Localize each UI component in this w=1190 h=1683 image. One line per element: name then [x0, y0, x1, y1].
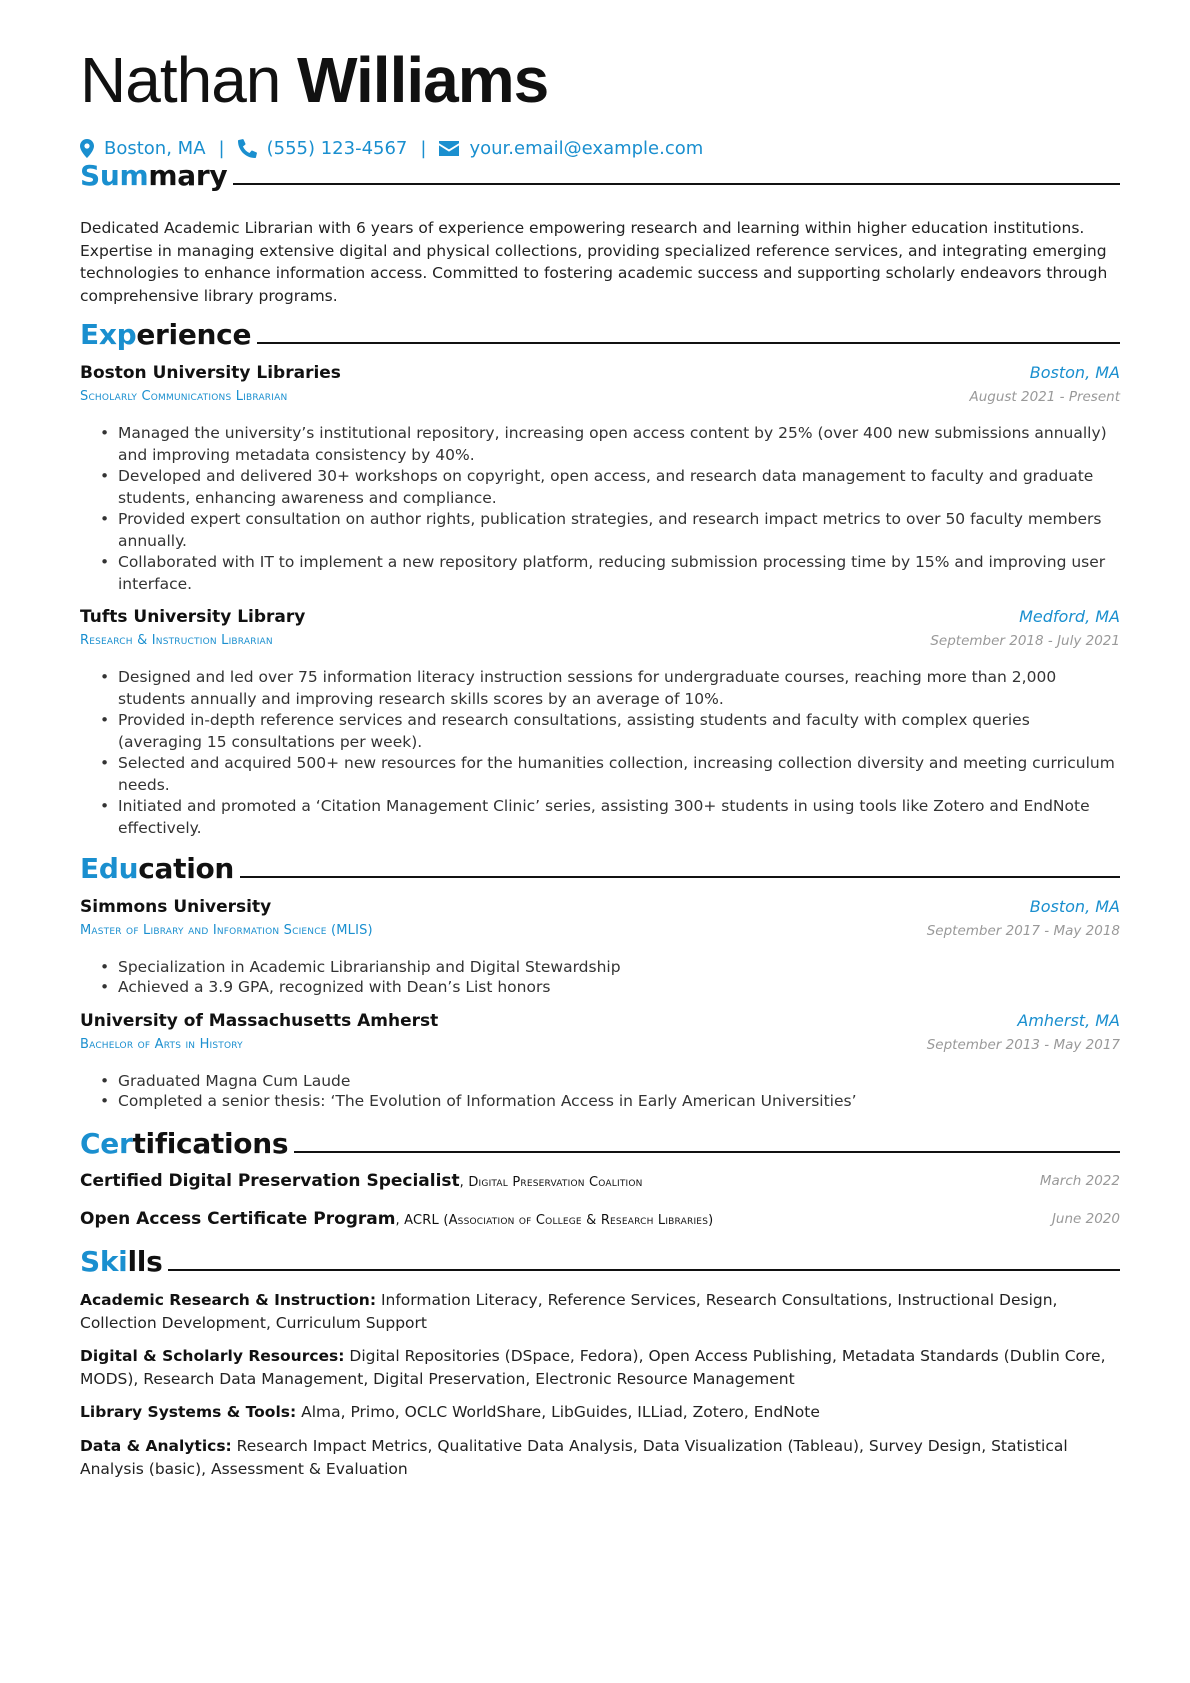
- experience-heading: [80, 316, 1120, 352]
- school-name: University of Massachusetts Amherst: [80, 1011, 439, 1031]
- skill-group: [80, 1435, 1120, 1480]
- section-rule: [294, 1151, 1120, 1153]
- skill-category: Academic Research & Instruction:: [80, 1291, 377, 1309]
- certification-date: March 2022: [1039, 1173, 1120, 1189]
- certification-item: [80, 1209, 1120, 1235]
- section-title: Education: [80, 851, 235, 885]
- list-item: • Completed a senior thesis: ‘The Evolution of Information Access in Early American Universities’: [100, 1092, 1115, 1112]
- section-rule: [168, 1269, 1120, 1271]
- summary-heading: [80, 157, 1120, 193]
- certification-name: Certified Digital Preservation Specialist, Digital Preservation Coalition: [80, 1171, 643, 1191]
- school-bullets: [100, 958, 1115, 997]
- job-dates: September 2018 - July 2021: [930, 633, 1120, 649]
- education-entry: [80, 1011, 1120, 1057]
- education-heading: [80, 850, 1120, 886]
- school-location: Amherst, MA: [1017, 1011, 1120, 1030]
- section-title: Summary: [80, 158, 228, 192]
- section-rule: [240, 876, 1120, 878]
- skill-category: Digital & Scholarly Resources:: [80, 1347, 345, 1365]
- job-title: Scholarly Communications Librarian: [80, 389, 288, 404]
- skill-group: [80, 1289, 1120, 1334]
- education-entry: [80, 897, 1120, 943]
- section-title: Certifications: [80, 1126, 289, 1160]
- contact-separator: |: [420, 137, 427, 159]
- envelope-icon: [439, 141, 459, 156]
- job-title: Research & Instruction Librarian: [80, 633, 273, 648]
- first-name: Nathan: [80, 44, 281, 116]
- job-bullets: [100, 423, 1115, 595]
- list-item: • Designed and led over 75 information literacy instruction sessions for undergraduate courses, reaching more than 2,000 students annually and improving research skills scores by an average of 10%.: [100, 667, 1115, 710]
- certification-name: Open Access Certificate Program, ACRL (Association of College & Research Libraries): [80, 1209, 714, 1229]
- list-item: • Collaborated with IT to implement a new repository platform, reducing submission processing time by 15% and improving user interface.: [100, 552, 1115, 595]
- school-dates: September 2017 - May 2018: [926, 923, 1120, 939]
- skill-category: Data & Analytics:: [80, 1437, 232, 1455]
- experience-entry: [80, 607, 1120, 653]
- section-title: Skills: [80, 1244, 163, 1278]
- location-text: Boston, MA: [104, 137, 206, 159]
- certification-issuer: , ACRL (Association of College & Research Libraries): [395, 1213, 714, 1228]
- job-dates: August 2021 - Present: [969, 389, 1120, 405]
- skills-heading: [80, 1243, 1120, 1279]
- school-bullets: [100, 1072, 1115, 1111]
- list-item: • Specialization in Academic Librarianship and Digital Stewardship: [100, 958, 1115, 978]
- email-link[interactable]: your.email@example.com: [469, 137, 704, 159]
- list-item: • Achieved a 3.9 GPA, recognized with Dean’s List honors: [100, 978, 1115, 998]
- job-location: Boston, MA: [1029, 363, 1120, 382]
- job-bullets: [100, 667, 1115, 839]
- skill-group: [80, 1401, 1120, 1424]
- certification-issuer: , Digital Preservation Coalition: [459, 1175, 643, 1190]
- school-name: Simmons University: [80, 897, 272, 917]
- phone-text[interactable]: (555) 123-4567: [266, 137, 408, 159]
- map-marker-icon: [80, 139, 94, 158]
- phone-icon: [238, 139, 257, 158]
- job-location: Medford, MA: [1019, 607, 1120, 626]
- degree: Bachelor of Arts in History: [80, 1037, 243, 1052]
- experience-entry: [80, 363, 1120, 409]
- skill-group: [80, 1345, 1120, 1390]
- skill-list: Research Impact Metrics, Qualitative Data Analysis, Data Visualization (Tableau), Survey Design, Statistical Analysis (basic), Assessment & Evaluation: [80, 1437, 1068, 1478]
- candidate-name: [80, 38, 548, 122]
- list-item: • Provided expert consultation on author rights, publication strategies, and research impact metrics to over 50 faculty members annually.: [100, 509, 1115, 552]
- summary-text: Dedicated Academic Librarian with 6 years of experience empowering research and learning within higher education institutions. Expertise in managing extensive digital and physical collections, providing specialized reference services, and integrating emerging technologies to enhance information access. Committed to fostering academic success and supporting scholarly endeavors through comprehensive library programs.: [80, 219, 1108, 305]
- skill-list: Information Literacy, Reference Services, Research Consultations, Instructional Design, Collection Development, Curriculum Support: [80, 1291, 1058, 1332]
- contact-separator: |: [218, 137, 225, 159]
- employer-name: Tufts University Library: [80, 607, 306, 627]
- list-item: • Selected and acquired 500+ new resources for the humanities collection, increasing collection diversity and meeting curriculum needs.: [100, 753, 1115, 796]
- list-item: • Graduated Magna Cum Laude: [100, 1072, 1115, 1092]
- certification-date: June 2020: [1051, 1211, 1120, 1227]
- list-item: • Initiated and promoted a ‘Citation Management Clinic’ series, assisting 300+ students in using tools like Zotero and EndNote effectively.: [100, 796, 1115, 839]
- school-dates: September 2013 - May 2017: [926, 1037, 1120, 1053]
- section-rule: [257, 342, 1120, 344]
- last-name: Williams: [297, 44, 549, 116]
- employer-name: Boston University Libraries: [80, 363, 341, 383]
- school-location: Boston, MA: [1029, 897, 1120, 916]
- list-item: • Provided in-depth reference services and research consultations, assisting students and faculty with complex queries (averaging 15 consultations per week).: [100, 710, 1115, 753]
- degree: Master of Library and Information Science (MLIS): [80, 923, 373, 938]
- section-rule: [233, 183, 1120, 185]
- certifications-heading: [80, 1125, 1120, 1161]
- skill-category: Library Systems & Tools:: [80, 1403, 297, 1421]
- skill-list: Digital Repositories (DSpace, Fedora), Open Access Publishing, Metadata Standards (Dublin Core, MODS), Research Data Management, Digital Preservation, Electronic Resource Management: [80, 1347, 1106, 1388]
- section-title: Experience: [80, 317, 252, 351]
- certification-item: [80, 1171, 1120, 1197]
- list-item: • Managed the university’s institutional repository, increasing open access content by 25% (over 400 new submissions annually) and improving metadata consistency by 40%.: [100, 423, 1115, 466]
- list-item: • Developed and delivered 30+ workshops on copyright, open access, and research data management to faculty and graduate students, enhancing awareness and compliance.: [100, 466, 1115, 509]
- skill-list: Alma, Primo, OCLC WorldShare, LibGuides, ILLiad, Zotero, EndNote: [296, 1403, 820, 1421]
